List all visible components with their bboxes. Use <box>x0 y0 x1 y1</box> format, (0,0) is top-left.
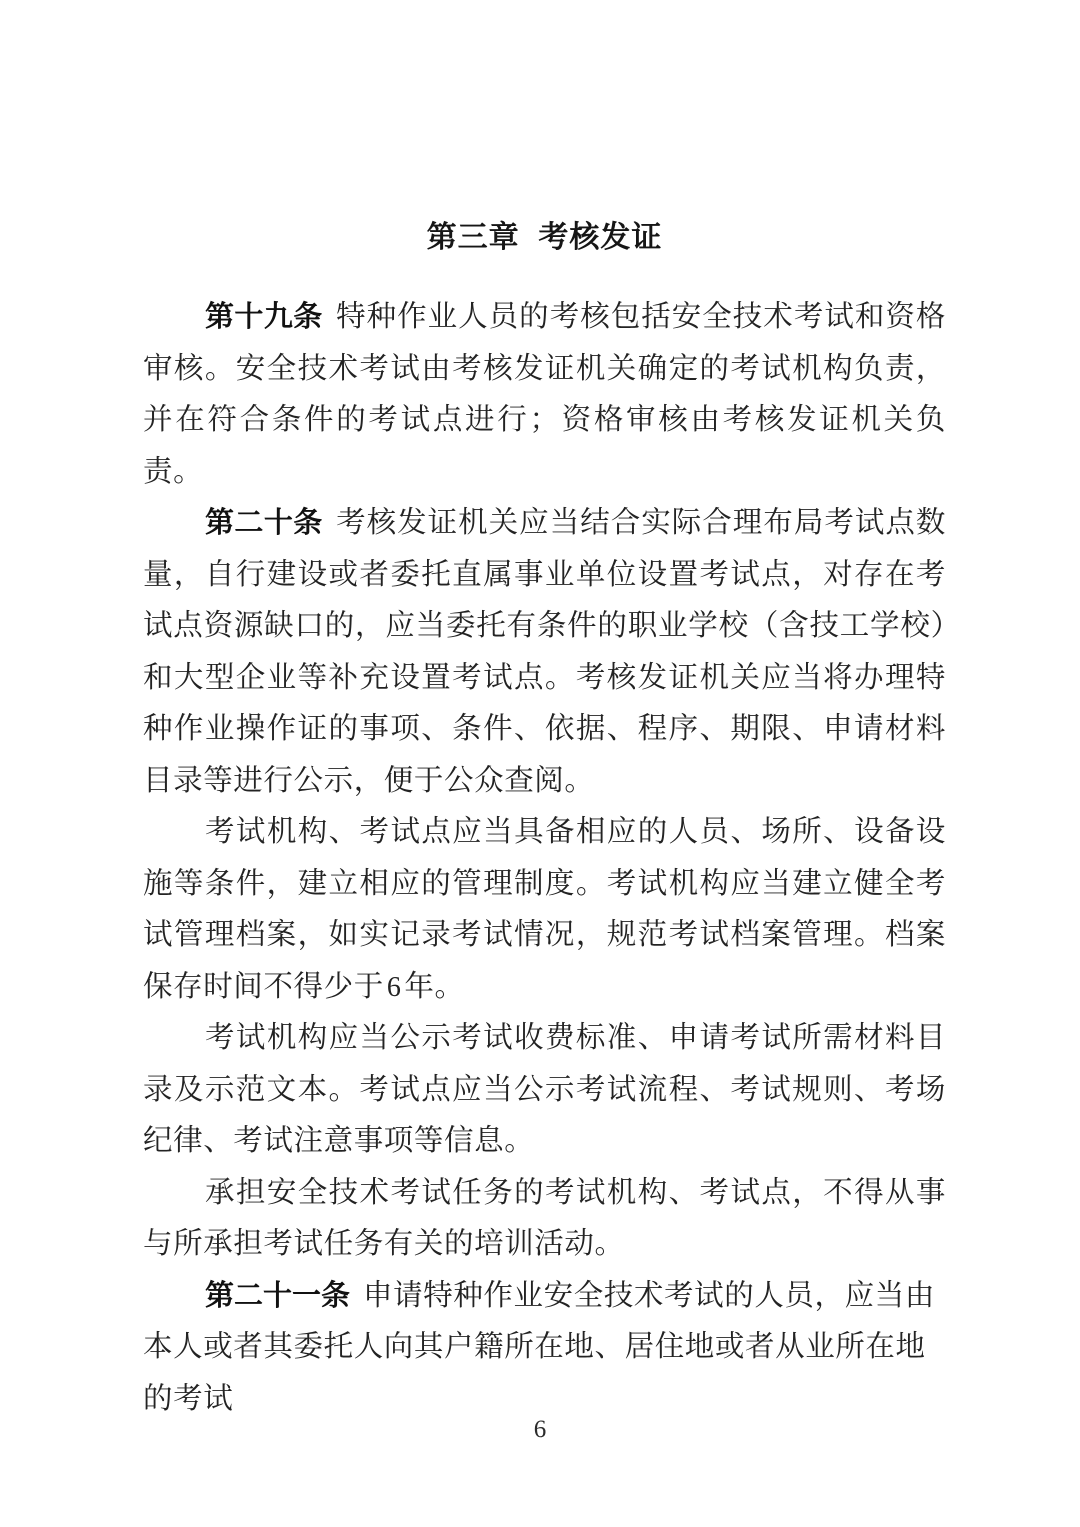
paragraph-training-restriction <box>143 1168 946 1271</box>
chapter-title: 第三章 考核发证 <box>426 221 663 255</box>
paragraph-text-part-1: 考试机构、考试点应当具备相应的人员、场所、设备设施等条件，建立相应的管理制度。考试机构应当建立健全考试管理档案，如实记录考试情况，规范考试档案管理。档案保存时间不得少于 <box>143 816 946 1003</box>
article-label-20: 第二十条 <box>205 507 323 539</box>
paragraph-text-19: 特种作业人员的考核包括安全技术考试和资格审核。安全技术考试由考核发证机关确定的考试机构负责，并在符合条件的考试点进行；资格审核由考核发证机关负责。 <box>143 301 946 488</box>
body-text-block <box>143 292 946 1425</box>
article-label-21: 第二十一条 <box>205 1279 351 1312</box>
paragraph-article-20 <box>143 498 946 807</box>
paragraph-text-21: 申请特种作业安全技术考试的人员，应当由本人或者其委托人向其户籍所在地、居住地或者从业所在地的考试 <box>143 1279 935 1415</box>
article-label-19: 第十九条 <box>205 301 323 333</box>
paragraph-text-20: 考核发证机关应当结合实际合理布局考试点数量，自行建设或者委托直属事业单位设置考试点，对存在考试点资源缺口的，应当委托有条件的职业学校（含技工学校）和大型企业等补充设置考试点。考核发证机关应当将办理特种作业操作证的事项、条件、依据、程序、期限、申请材料目录等进行公示，便于公众查阅。 <box>143 507 946 797</box>
paragraph-exam-disclosure <box>143 1013 946 1168</box>
page-number: 6 <box>533 1416 547 1443</box>
paragraph-text-part-2: 年。 <box>404 970 465 1003</box>
paragraph-article-19 <box>143 292 946 498</box>
paragraph-text-training-restriction: 承担安全技术考试任务的考试机构、考试点，不得从事与所承担考试任务有关的培训活动。 <box>143 1176 946 1260</box>
paragraph-text-disclosure: 考试机构应当公示考试收费标准、申请考试所需材料目录及示范文本。考试点应当公示考试流程、考试规则、考场纪律、考试注意事项等信息。 <box>143 1022 946 1157</box>
paragraph-article-21 <box>143 1271 946 1426</box>
archive-retention-years: 6 <box>386 971 402 1003</box>
paragraph-exam-institution-conditions <box>143 807 946 1013</box>
